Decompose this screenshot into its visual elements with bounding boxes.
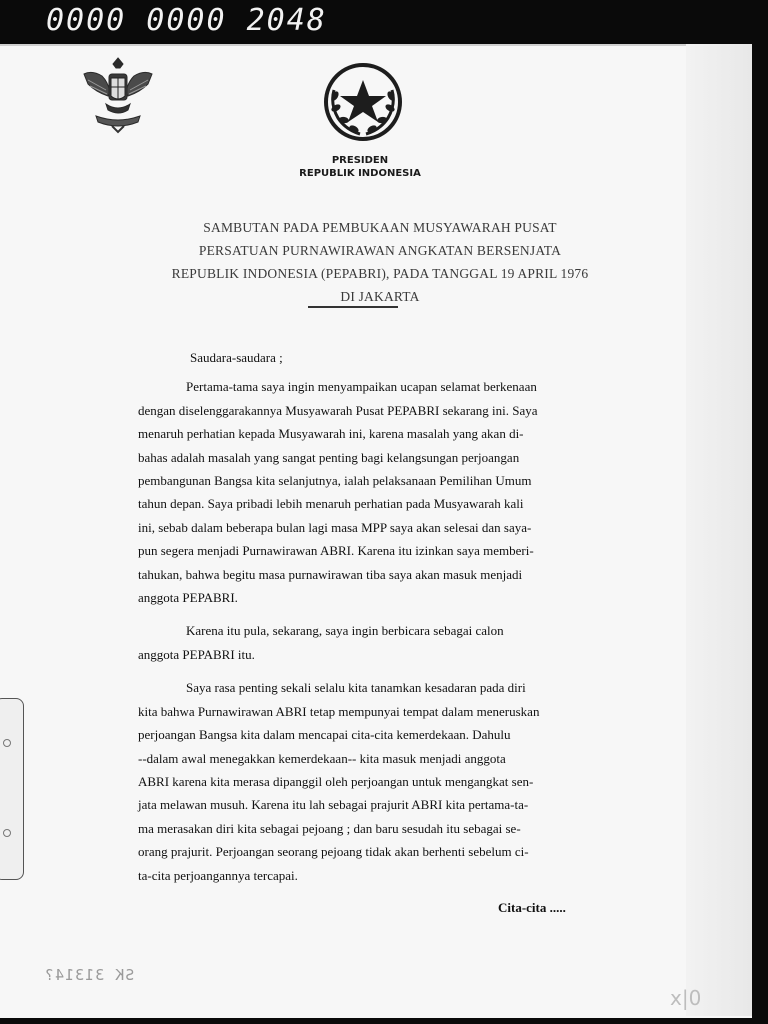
presidential-star-seal-icon	[320, 60, 406, 144]
text-line: --dalam awal menegakkan kemerdekaan-- kita masuk menjadi anggota	[138, 750, 506, 766]
document-title	[120, 216, 640, 308]
binder-hole	[3, 829, 11, 837]
page-corner-mark: x|0	[670, 986, 702, 1010]
page-edge-shadow	[686, 44, 752, 1016]
paragraph	[138, 619, 648, 666]
text-line: pembangunan Bangsa kita selanjutnya, ialah pelaksanaan Pemilihan Umum	[138, 473, 532, 489]
letterhead	[250, 154, 470, 180]
text-line: ini, sebab dalam beberapa bulan lagi masa MPP saya akan selesai dan saya-	[138, 519, 532, 535]
text-line: Karena itu pula, sekarang, saya ingin berbicara sebagai calon	[186, 623, 504, 639]
title-line: DI JAKARTA	[340, 289, 420, 304]
binder-tab	[0, 698, 24, 880]
archive-stamp-code: SK 31314?	[44, 966, 135, 984]
title-line: PERSATUAN PURNAWIRAWAN ANGKATAN BERSENJATA	[198, 243, 562, 258]
text-line: Pertama-tama saya ingin menyampaikan ucapan selamat berkenaan	[186, 379, 537, 395]
paragraph	[138, 375, 648, 609]
title-underline	[308, 306, 398, 308]
document-body	[138, 346, 648, 897]
letterhead-line-1: PRESIDEN	[331, 155, 389, 166]
text-line: Saya rasa penting sekali selalu kita tanamkan kesadaran pada diri	[186, 680, 526, 696]
binder-hole	[3, 739, 11, 747]
text-line: perjoangan Bangsa kita dalam mencapai cita-cita kemerdekaan. Dahulu	[138, 727, 511, 743]
film-frame-counter: 0000 0000 2048	[46, 3, 327, 38]
text-line: tahun depan. Saya pribadi lebih menaruh perhatian pada Musyawarah kali	[138, 496, 524, 512]
text-line: orang prajurit. Perjoangan seorang pejoang tidak akan berhenti sebelum ci-	[138, 844, 529, 860]
text-line: tahukan, bahwa begitu masa purnawirawan tiba saya akan masuk menjadi	[138, 566, 523, 582]
title-line: SAMBUTAN PADA PEMBUKAAN MUSYAWARAH PUSAT	[203, 220, 557, 235]
text-line: kita bahwa Purnawirawan ABRI tetap mempunyai tempat dalam meneruskan	[138, 703, 540, 719]
paragraph	[138, 676, 648, 887]
text-line: dengan diselenggarakannya Musyawarah Pusat PEPABRI sekarang ini. Saya	[138, 402, 538, 418]
text-line: ABRI karena kita merasa dipanggil oleh perjoangan untuk mengangkat sen-	[138, 773, 534, 789]
text-line: anggota PEPABRI itu.	[138, 646, 255, 662]
text-line: ta-cita perjoangannya tercapai.	[138, 867, 298, 883]
text-line: jata melawan musuh. Karena itu lah sebagai prajurit ABRI kita pertama-ta-	[138, 797, 529, 813]
garuda-pancasila-emblem-icon	[78, 52, 158, 134]
letterhead-line-2: REPUBLIK INDONESIA	[299, 168, 421, 179]
text-line: ma merasakan diri kita sebagai pejoang ; dan baru sesudah itu sebagai se-	[138, 820, 521, 836]
text-line: pun segera menjadi Purnawirawan ABRI. Karena itu izinkan saya memberi-	[138, 543, 534, 559]
salutation: Saudara-saudara ;	[190, 350, 283, 365]
text-line: menaruh perhatian kepada Musyawarah ini, karena masalah yang akan di-	[138, 426, 524, 442]
text-line: bahas adalah masalah yang sangat penting bagi kelangsungan perjoangan	[138, 449, 520, 465]
text-line: anggota PEPABRI.	[138, 590, 238, 606]
title-line: REPUBLIK INDONESIA (PEPABRI), PADA TANGGAL 19 APRIL 1976	[171, 266, 589, 281]
continuation-catchword: Cita-cita .....	[498, 900, 566, 915]
